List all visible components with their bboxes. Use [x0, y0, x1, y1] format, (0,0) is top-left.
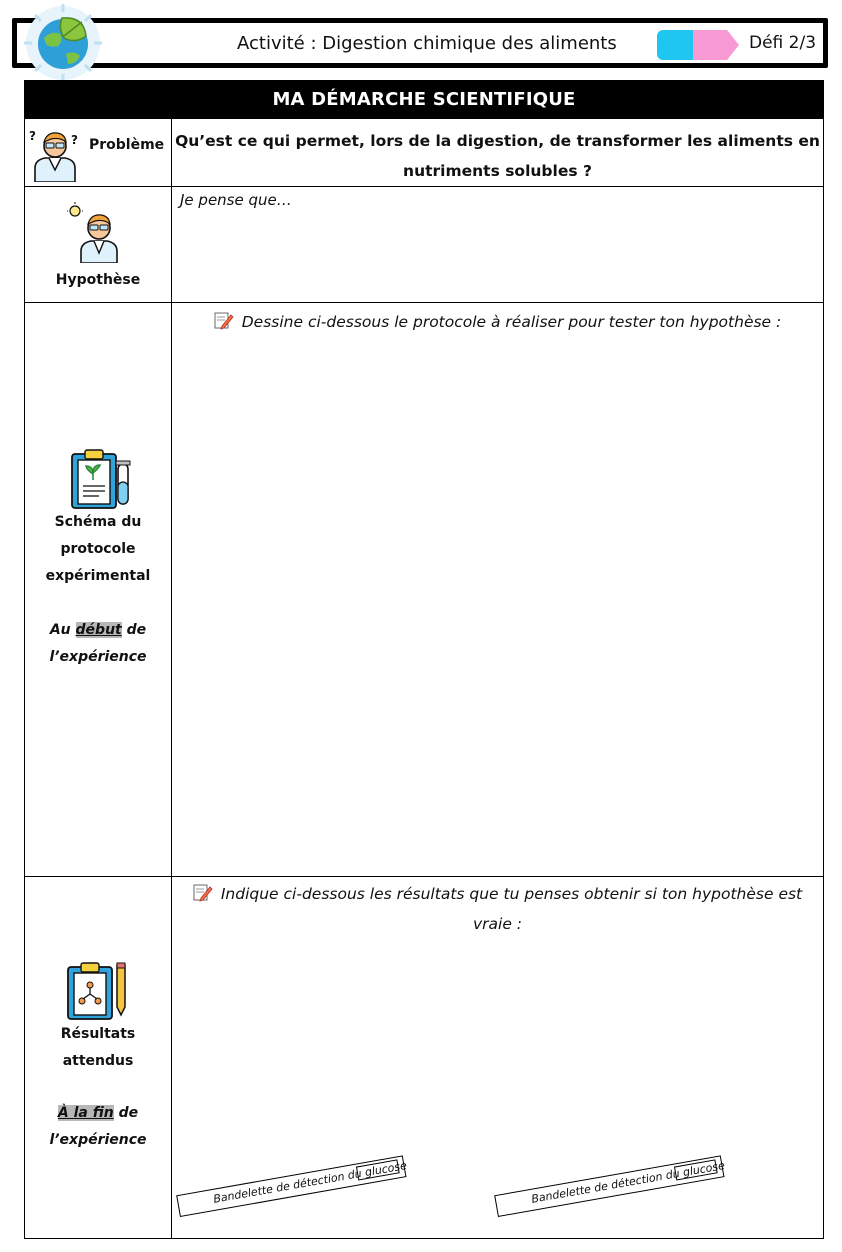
protocol-label — [25, 509, 171, 590]
protocol-label-line-2: protocole — [60, 541, 136, 557]
protocol-label-line-1: Schéma du — [54, 514, 142, 530]
protocol-timing-highlight: début — [75, 622, 122, 638]
clipboard-plant-testtube-icon — [69, 446, 133, 510]
earth-leaf-logo — [24, 4, 102, 82]
results-drawing-cell[interactable] — [172, 877, 823, 1238]
protocol-timing-end: l’expérience — [49, 649, 147, 665]
protocol-label-cell — [25, 303, 171, 876]
activity-title: Activité : Digestion chimique des aliments — [237, 33, 617, 54]
results-timing — [25, 1100, 171, 1154]
results-timing-highlight: À la fin — [57, 1105, 114, 1121]
protocol-timing-suffix: de — [126, 622, 147, 638]
hypothesis-answer-cell[interactable] — [172, 187, 823, 302]
pencil-note-icon — [214, 310, 234, 330]
results-label-cell — [25, 877, 171, 1238]
pencil-note-icon — [193, 882, 213, 902]
hypothesis-label-cell — [25, 187, 171, 302]
results-instruction-line — [182, 879, 813, 939]
svg-text:?: ? — [71, 133, 78, 147]
glucose-test-strip-2 — [494, 1155, 724, 1217]
protocol-instruction-line — [172, 307, 823, 337]
protocol-timing — [25, 617, 171, 671]
hypothesis-prompt: Je pense que… — [180, 191, 292, 209]
glucose-test-strip-1 — [176, 1155, 406, 1217]
problem-label: Problème — [89, 137, 165, 153]
protocol-instruction: Dessine ci-dessous le protocole à réaliser pour tester ton hypothèse : — [241, 313, 782, 331]
results-label-line-2: attendus — [62, 1053, 134, 1069]
results-label — [25, 1021, 171, 1075]
protocol-label-line-3: expérimental — [45, 568, 151, 584]
clipboard-molecule-pencil-icon — [65, 961, 131, 1021]
results-instruction: Indique ci-dessous les résultats que tu penses obtenir si ton hypothèse est vraie : — [220, 885, 803, 933]
protocol-drawing-cell[interactable] — [172, 303, 823, 876]
results-timing-end: l’expérience — [49, 1132, 147, 1148]
table-heading: MA DÉMARCHE SCIENTIFIQUE — [25, 81, 823, 119]
header-bar — [12, 18, 828, 68]
svg-text:?: ? — [29, 129, 36, 143]
protocol-timing-prefix: Au — [49, 622, 71, 638]
scientist-idea-icon — [67, 201, 129, 263]
defi-counter: Défi 2/3 — [749, 33, 817, 53]
strip-label: Bandelette de détection du glucose — [530, 1158, 726, 1206]
problem-question: Qu’est ce qui permet, lors de la digestion, de transformer les aliments en nutriments solubles ? — [175, 132, 820, 180]
defi-progress-tab-2 — [693, 30, 741, 60]
strip-label: Bandelette de détection du glucose — [212, 1158, 408, 1206]
problem-text-cell — [172, 120, 823, 186]
hypothesis-label: Hypothèse — [55, 272, 141, 288]
results-label-line-1: Résultats — [60, 1026, 136, 1042]
problem-label-cell — [25, 121, 171, 185]
scientist-question-icon — [27, 124, 83, 182]
scientific-approach-table — [24, 80, 824, 1239]
results-timing-suffix: de — [118, 1105, 139, 1121]
